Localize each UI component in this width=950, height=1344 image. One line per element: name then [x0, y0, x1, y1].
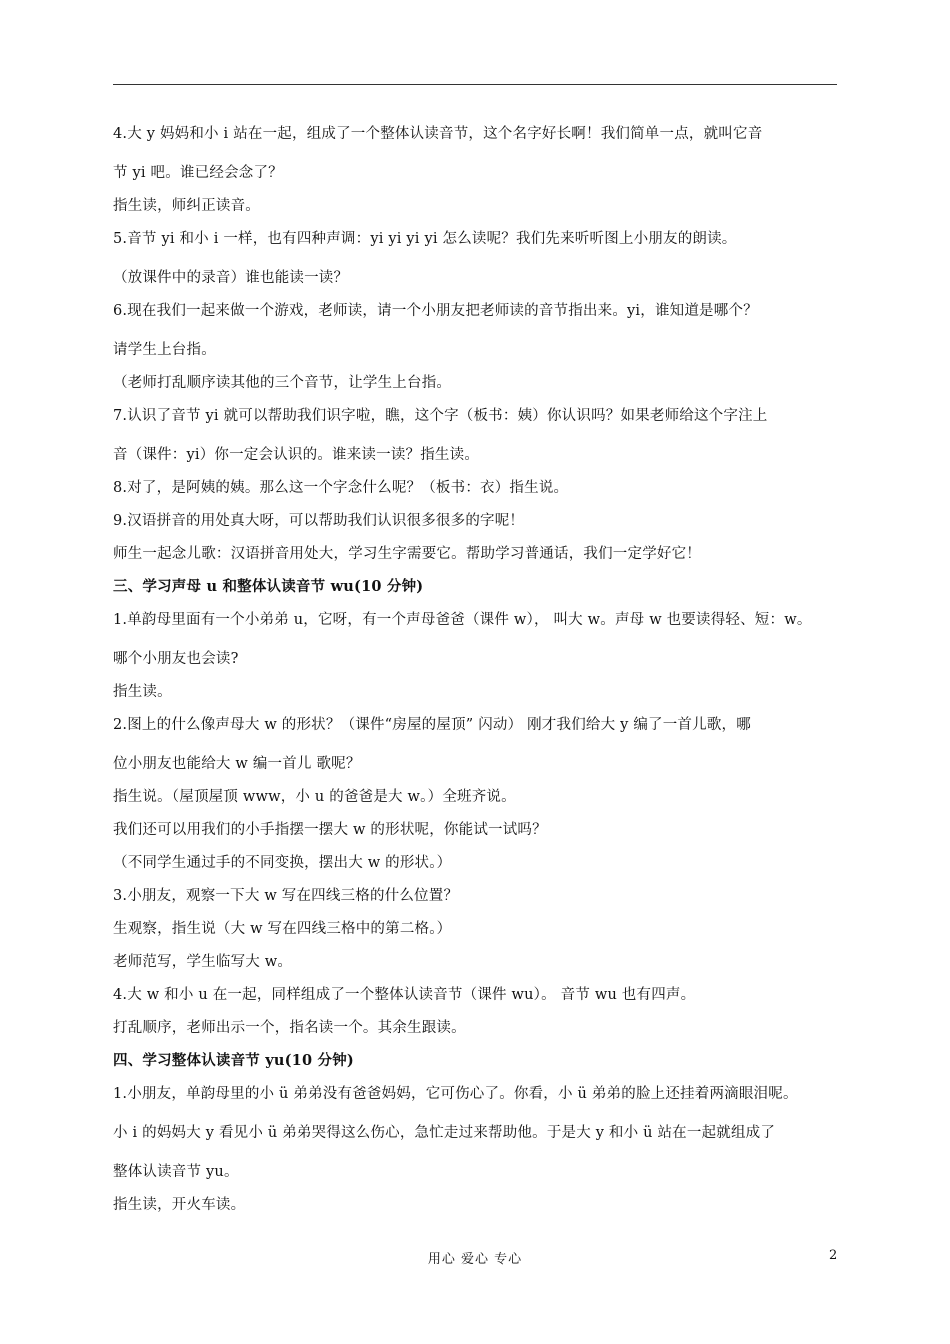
paragraph-line: 1.单韵母里面有一个小弟弟 u，它呀，有一个声母爸爸（课件 w）， 叫大 w。声母 w 也要读得轻、短：w。 [113, 612, 812, 628]
paragraph-line: 6.现在我们一起来做一个游戏，老师读，请一个小朋友把老师读的音节指出来。yi，谁知道是哪个？ [113, 303, 758, 319]
paragraph-line: 位小朋友也能给大 w 编一首儿 歌呢？ [113, 756, 361, 772]
paragraph-line: 指生读，开火车读。 [113, 1197, 246, 1213]
paragraph-line: （不同学生通过手的不同变换，摆出大 w 的形状。） [113, 855, 452, 871]
paragraph-line: 指生读，师纠正读音。 [113, 198, 260, 214]
paragraph-line: 音（课件：yi）你一定会认识的。谁来读一读？指生读。 [113, 447, 480, 463]
document-body [113, 124, 843, 1228]
paragraph-line: （放课件中的录音）谁也能读一读？ [113, 270, 349, 286]
paragraph-line: 请学生上台指。 [113, 342, 216, 358]
paragraph-line: 小 i 的妈妈大 y 看见小 ü 弟弟哭得这么伤心，急忙走过来帮助他。于是大 y 和小 ü 站在一起就组成了 [113, 1125, 776, 1141]
paragraph-line: （老师打乱顺序读其他的三个音节，让学生上台指。 [113, 375, 452, 391]
paragraph-line: 师生一起念儿歌：汉语拼音用处大，学习生字需要它。帮助学习普通话，我们一定学好它！ [113, 546, 701, 562]
paragraph-line: 整体认读音节 yu。 [113, 1164, 239, 1180]
page-footer [0, 1248, 950, 1268]
footer-motto: 用心 爱心 专心 [427, 1252, 523, 1267]
section-heading: 四、学习整体认读音节 yu(10 分钟) [113, 1052, 354, 1069]
page-number: 2 [829, 1248, 838, 1263]
paragraph-line: 3.小朋友，观察一下大 w 写在四线三格的什么位置？ [113, 888, 459, 904]
paragraph-line: 指生说。（屋顶屋顶 www，小 u 的爸爸是大 w。）全班齐说。 [113, 789, 516, 805]
paragraph-line: 4.大 w 和小 u 在一起，同样组成了一个整体认读音节（课件 wu）。 音节 wu 也有四声。 [113, 987, 696, 1003]
paragraph-line: 生观察，指生说（大 w 写在四线三格中的第二格。） [113, 921, 452, 937]
paragraph-line: 哪个小朋友也会读? [113, 651, 239, 667]
paragraph-line: 打乱顺序，老师出示一个，指名读一个。其余生跟读。 [113, 1020, 466, 1036]
header-rule [113, 84, 837, 85]
paragraph-line: 节 yi 吧。谁已经会念了？ [113, 165, 283, 181]
paragraph-line: 我们还可以用我们的小手指摆一摆大 w 的形状呢，你能试一试吗？ [113, 822, 547, 838]
paragraph-line: 4.大 y 妈妈和小 i 站在一起，组成了一个整体认读音节，这个名字好长啊！我们简单一点，就叫它音 [113, 126, 763, 142]
paragraph-line: 8.对了，是阿姨的姨。那么这一个字念什么呢？（板书：衣）指生说。 [113, 480, 569, 496]
paragraph-line: 9.汉语拼音的用处真大呀，可以帮助我们认识很多很多的字呢！ [113, 513, 525, 529]
section-heading: 三、学习声母 u 和整体认读音节 wu(10 分钟) [113, 578, 424, 595]
paragraph-line: 5.音节 yi 和小 i 一样，也有四种声调：yi yi yi yi 怎么读呢？我们先来听听图上小朋友的朗读。 [113, 231, 737, 247]
paragraph-line: 1.小朋友，单韵母里的小 ü 弟弟没有爸爸妈妈，它可伤心了。你看，小 ü 弟弟的脸上还挂着两滴眼泪呢。 [113, 1086, 798, 1102]
paragraph-line: 老师范写，学生临写大 w。 [113, 954, 293, 970]
paragraph-line: 指生读。 [113, 684, 172, 700]
paragraph-line: 2.图上的什么像声母大 w 的形状？（课件“房屋的屋顶” 闪动） 刚才我们给大 y 编了一首儿歌，哪 [113, 717, 751, 733]
paragraph-line: 7.认识了音节 yi 就可以帮助我们识字啦，瞧，这个字（板书：姨）你认识吗？如果老师给这个字注上 [113, 408, 768, 424]
